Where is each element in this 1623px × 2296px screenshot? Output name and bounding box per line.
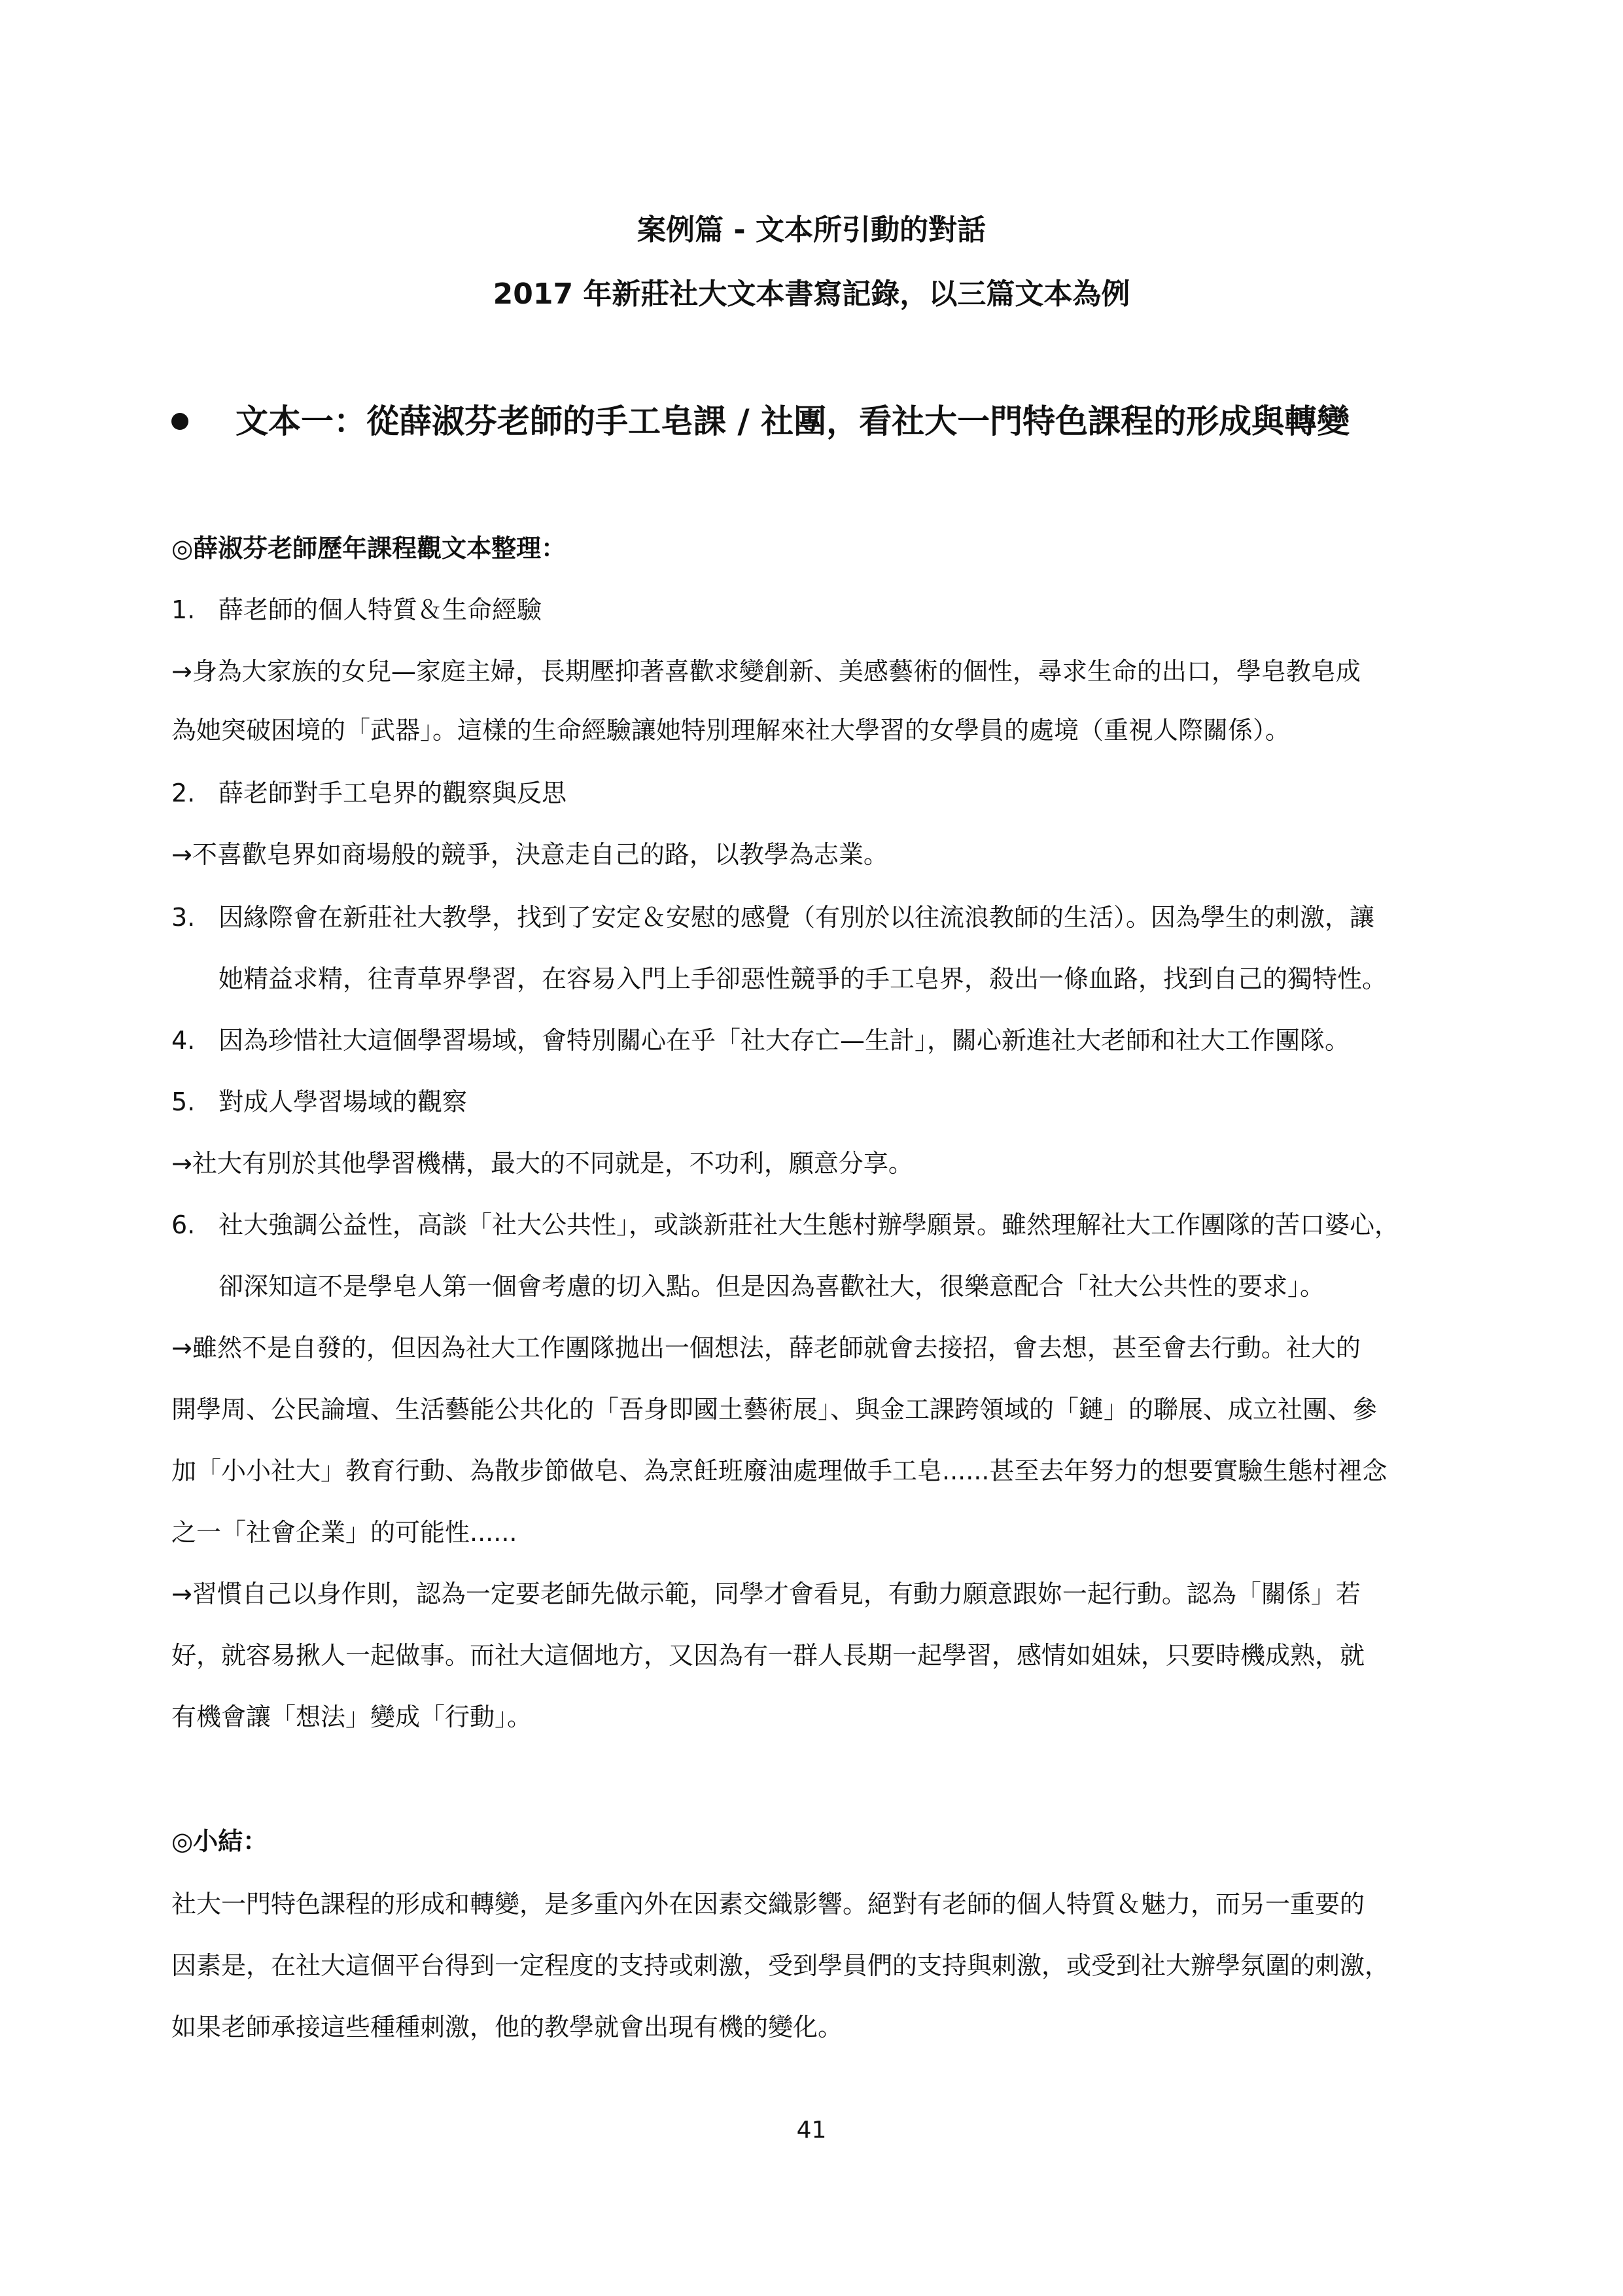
paragraph-line: 加「小小社大」教育行動、為散步節做皂、為烹飪班廢油處理做手工皂......甚至去年努力的想要實驗生態村裡念 xyxy=(171,1457,1387,1485)
list-item-continuation: 卻深知這不是學皂人第一個會考慮的切入點。但是因為喜歡社大，很樂意配合「社大公共性的要求」。 xyxy=(218,1272,1325,1301)
list-item-text: 因緣際會在新莊社大教學，找到了安定＆安慰的感覺（有別於以往流浪教師的生活）。因為學生的刺激，讓 xyxy=(218,903,1375,932)
list-item-1 xyxy=(171,593,542,627)
list-item-2 xyxy=(171,776,567,810)
paragraph-line: 好，就容易揪人一起做事。而社大這個地方，又因為有一群人長期一起學習，感情如姐妹，只要時機成熟，就 xyxy=(171,1641,1365,1670)
list-item-6 xyxy=(171,1208,1399,1242)
list-item-text: 薛老師的個人特質＆生命經驗 xyxy=(218,595,542,624)
paragraph-line: 有機會讓「想法」變成「行動」。 xyxy=(171,1703,532,1731)
summary-line: 社大一門特色課程的形成和轉變，是多重內外在因素交織影響。絕對有老師的個人特質＆魅力，而另一重要的 xyxy=(171,1890,1365,1918)
list-number: 6. xyxy=(171,1210,196,1239)
page-title: 案例篇 - 文本所引動的對話 xyxy=(637,213,986,247)
paragraph-line: →雖然不是自發的，但因為社大工作團隊拋出一個想法，薛老師就會去接招，會去想，甚至會去行動。社大的 xyxy=(171,1333,1361,1362)
paragraph-line: →身為大家族的女兒—家庭主婦，長期壓抑著喜歡求變創新、美感藝術的個性，尋求生命的出口，學皂教皂成 xyxy=(171,657,1361,686)
paragraph-line: →不喜歡皂界如商場般的競爭，決意走自己的路，以教學為志業。 xyxy=(171,840,888,869)
paragraph-line: →習慣自己以身作則，認為一定要老師先做示範，同學才會看見，有動力願意跟妳一起行動。認為「關係」若 xyxy=(171,1580,1361,1608)
subheading-course-review: ◎薛淑芬老師歷年課程觀文本整理： xyxy=(171,534,567,563)
list-number: 4. xyxy=(171,1026,196,1055)
paragraph-line: 之一「社會企業」的可能性...... xyxy=(171,1518,517,1547)
summary-line: 如果老師承接這些種種刺激，他的教學就會出現有機的變化。 xyxy=(171,2013,843,2041)
page-number: 41 xyxy=(796,2117,827,2144)
list-number: 3. xyxy=(171,903,196,932)
list-item-text: 薛老師對手工皂界的觀察與反思 xyxy=(218,779,567,807)
list-item-5 xyxy=(171,1085,467,1119)
list-item-3 xyxy=(171,900,1374,934)
list-item-4 xyxy=(171,1023,1350,1057)
list-number: 2. xyxy=(171,779,196,807)
section-heading xyxy=(171,400,1350,442)
paragraph-line: →社大有別於其他學習機構，最大的不同就是，不功利，願意分享。 xyxy=(171,1149,913,1178)
section-heading-text: 文本一：從薛淑芬老師的手工皂課 / 社團，看社大一門特色課程的形成與轉變 xyxy=(236,402,1350,440)
list-number: 1. xyxy=(171,595,196,624)
list-item-text: 對成人學習場域的觀察 xyxy=(218,1087,468,1116)
list-number: 5. xyxy=(171,1087,196,1116)
list-item-continuation: 她精益求精，往青草界學習，在容易入門上手卻惡性競爭的手工皂界，殺出一條血路，找到自己的獨特性。 xyxy=(218,964,1387,993)
paragraph-line: 為她突破困境的「武器」。這樣的生命經驗讓她特別理解來社大學習的女學員的處境（重視人際關係）。 xyxy=(171,716,1291,745)
list-item-text: 因為珍惜社大這個學習場域，會特別關心在乎「社大存亡—生計」，關心新進社大老師和社大工作團隊。 xyxy=(218,1026,1350,1055)
bullet-icon xyxy=(171,413,188,430)
page-subtitle: 2017 年新莊社大文本書寫記錄，以三篇文本為例 xyxy=(493,277,1130,311)
paragraph-line: 開學周、公民論壇、生活藝能公共化的「吾身即國土藝術展」、與金工課跨領域的「鏈」的聯展、成立社團、參 xyxy=(171,1395,1378,1424)
list-item-text: 社大強調公益性，高談「社大公共性」，或談新莊社大生態村辦學願景。雖然理解社大工作團隊的苦口婆心， xyxy=(218,1210,1400,1239)
subheading-summary: ◎小結： xyxy=(171,1827,268,1856)
summary-line: 因素是，在社大這個平台得到一定程度的支持或刺激，受到學員們的支持與刺激，或受到社大辦學氛圍的刺激， xyxy=(171,1951,1390,1980)
